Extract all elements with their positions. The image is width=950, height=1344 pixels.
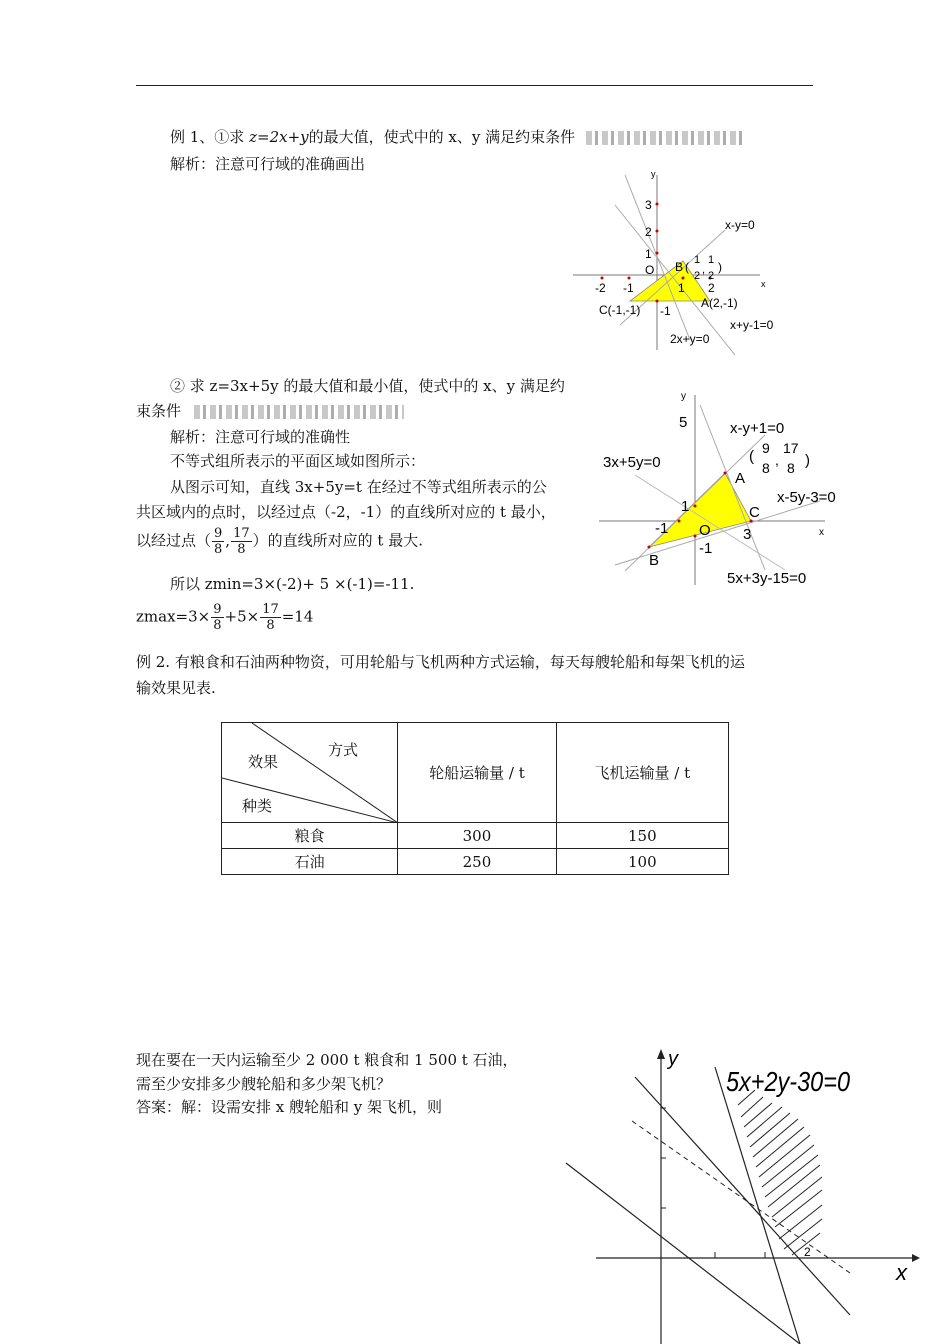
constraint-image-2 bbox=[194, 405, 404, 419]
svg-text:x+y-1=0: x+y-1=0 bbox=[730, 318, 774, 332]
ex2b-q2: 需至少安排多少艘轮船和多少架飞机？ bbox=[136, 1075, 392, 1093]
svg-text:1: 1 bbox=[678, 281, 685, 295]
svg-text:2: 2 bbox=[708, 270, 715, 282]
svg-text:2: 2 bbox=[694, 270, 701, 282]
head-effect: 效果 bbox=[248, 753, 279, 771]
svg-text:x: x bbox=[819, 527, 824, 538]
ex1-hint: 解析：注意可行域的准确画出 bbox=[170, 155, 366, 173]
table-corner-cell bbox=[222, 723, 398, 823]
svg-text:3: 3 bbox=[743, 526, 752, 543]
ex1b-p1: 不等式组所表示的平面区域如图所示： bbox=[170, 452, 426, 470]
line-5x-plus-2y-minus-30 bbox=[715, 1067, 800, 1344]
head-method: 方式 bbox=[328, 741, 359, 759]
feasible-hatching bbox=[738, 1090, 822, 1255]
svg-text:y: y bbox=[668, 1048, 678, 1070]
svg-text:C(-1,-1): C(-1,-1) bbox=[599, 303, 641, 317]
ex2-p1: 例 2. 有粮食和石油两种物资，可用轮船与飞机两种方式运输，每天每艘轮船和每架飞机的运 bbox=[136, 653, 745, 671]
table-row: 石油 250 100 bbox=[222, 849, 729, 875]
svg-text:5: 5 bbox=[679, 414, 688, 431]
ex1b-p3: 共区域内的点时，以经过点（-2，-1）的直线所对应的 t 最小， bbox=[136, 503, 556, 521]
svg-text:): ) bbox=[805, 452, 810, 469]
svg-text:2x+y=0: 2x+y=0 bbox=[670, 332, 710, 346]
svg-text:(: ( bbox=[685, 260, 689, 274]
svg-text:1: 1 bbox=[645, 247, 652, 261]
svg-text:2: 2 bbox=[645, 225, 652, 239]
ex1-title: 例 1、①求 z=2x+y的最大值，使式中的 x、y 满足约束条件 bbox=[170, 127, 746, 147]
col-ship: 轮船运输量 / t bbox=[398, 723, 556, 823]
svg-text:1: 1 bbox=[694, 254, 701, 266]
svg-text:1: 1 bbox=[681, 498, 690, 515]
transport-table bbox=[221, 722, 729, 875]
svg-text:x-y+1=0: x-y+1=0 bbox=[730, 420, 785, 437]
graph-1 bbox=[565, 165, 805, 355]
svg-text:2: 2 bbox=[804, 1245, 811, 1259]
svg-text:-1: -1 bbox=[655, 520, 669, 537]
svg-text:8: 8 bbox=[787, 460, 795, 476]
ex2-p2: 输效果见表. bbox=[136, 679, 216, 697]
constraint-image-1 bbox=[586, 131, 746, 145]
svg-text:O: O bbox=[699, 522, 711, 539]
svg-text:-2: -2 bbox=[595, 281, 606, 295]
svg-text:-1: -1 bbox=[623, 281, 634, 295]
ex2b-q1: 现在要在一天内运输至少 2 000 t 粮食和 1 500 t 石油， bbox=[136, 1051, 518, 1069]
col-plane: 飞机运输量 / t bbox=[556, 723, 728, 823]
svg-text:-1: -1 bbox=[699, 540, 713, 557]
ex2b-answer: 答案：解：设需安排 x 艘轮船和 y 架飞机，则 bbox=[136, 1098, 443, 1116]
table-row: 粮食 300 150 bbox=[222, 823, 729, 849]
svg-text:5x+2y-30=0: 5x+2y-30=0 bbox=[726, 1066, 851, 1097]
header-rule bbox=[136, 85, 813, 86]
head-kind: 种类 bbox=[242, 797, 273, 815]
svg-text:8: 8 bbox=[762, 460, 770, 476]
ex1b-p2: 从图示可知，直线 3x+5y=t 在经过不等式组所表示的公 bbox=[170, 478, 547, 496]
ex1b-p4: 以经过点（ $\frac{9}{8}$ , $\frac{17}{8}$ ）的直线所对应的 t 最大. bbox=[136, 526, 423, 557]
axis-x-label: x bbox=[761, 279, 766, 289]
svg-text:5x+3y-15=0: 5x+3y-15=0 bbox=[727, 570, 807, 587]
ex1b-line1: ② 求 z=3x+5y 的最大值和最小值，使式中的 x、y 满足约 bbox=[170, 377, 565, 395]
svg-text:A(2,-1): A(2,-1) bbox=[701, 296, 738, 310]
graph-3 bbox=[560, 1045, 920, 1344]
ex1b-zmax: zmax=3× $\frac{9}{8}$ +5× $\frac{17}{8}$ =14 bbox=[136, 602, 314, 633]
svg-text:C: C bbox=[749, 504, 760, 521]
svg-text:3: 3 bbox=[645, 198, 652, 212]
ex1b-zmin: 所以 zmin=3×(-2)+ 5 ×(-1)=-11. bbox=[170, 575, 415, 593]
svg-text:1: 1 bbox=[708, 254, 715, 266]
objective-dashed-line bbox=[632, 1121, 850, 1273]
svg-text:,: , bbox=[702, 264, 706, 276]
svg-text:O: O bbox=[645, 263, 655, 277]
svg-text:B: B bbox=[675, 260, 684, 274]
svg-text:3x+5y=0: 3x+5y=0 bbox=[603, 454, 661, 471]
svg-text:17: 17 bbox=[783, 440, 799, 456]
graph-2 bbox=[595, 385, 840, 595]
axis-y-label: y bbox=[651, 169, 656, 179]
svg-text:A: A bbox=[735, 470, 746, 487]
svg-text:B: B bbox=[649, 552, 660, 569]
svg-text:(: ( bbox=[749, 448, 754, 465]
ex1b-line2: 束条件 bbox=[136, 401, 404, 421]
svg-text:,: , bbox=[775, 452, 779, 468]
svg-text:x-5y-3=0: x-5y-3=0 bbox=[777, 489, 836, 506]
svg-text:y: y bbox=[681, 391, 686, 402]
svg-text:x: x bbox=[896, 1260, 907, 1285]
svg-text:2: 2 bbox=[708, 281, 715, 295]
svg-text:9: 9 bbox=[762, 440, 770, 456]
ex1b-hint: 解析：注意可行域的准确性 bbox=[170, 428, 351, 446]
line-boundary-2 bbox=[635, 1077, 850, 1315]
svg-text:x-y=0: x-y=0 bbox=[725, 218, 755, 232]
svg-text:-1: -1 bbox=[660, 304, 671, 318]
svg-text:): ) bbox=[718, 260, 722, 274]
